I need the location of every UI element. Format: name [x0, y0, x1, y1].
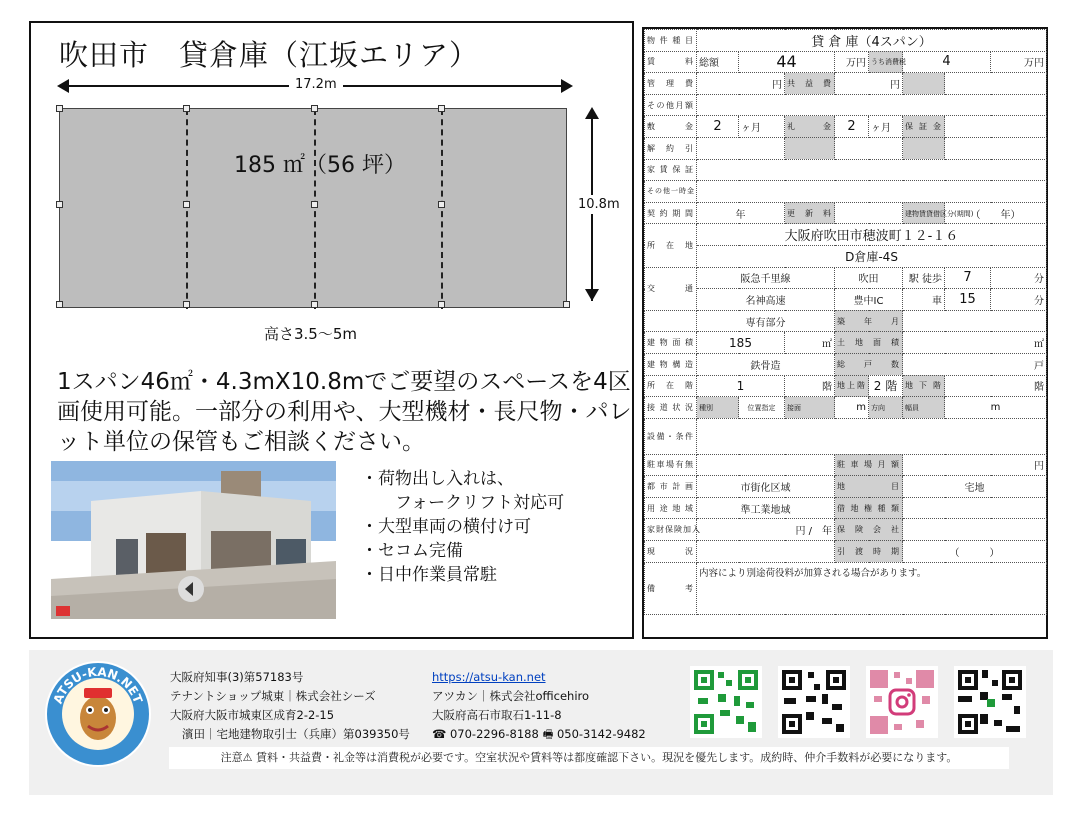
row-label: 建物構造 — [645, 353, 697, 375]
ceiling-height-label: 高さ3.5～5m — [264, 325, 358, 343]
station: 吹田 — [835, 267, 903, 289]
interchange: 豊中IC — [835, 289, 903, 311]
span-divider — [441, 109, 443, 309]
row-label: 用途地域 — [645, 497, 697, 519]
road-frontage: 接面 — [787, 403, 801, 412]
remarks: 内容により別途荷役料が加算される場合があります。 — [697, 562, 1047, 614]
row-label: 敷金 — [645, 116, 697, 138]
insurance: 円 / 年 — [697, 519, 835, 541]
address-line-1: 大阪府吹田市穂波町１２-１６ — [697, 224, 1047, 246]
unit: ヶ月 — [739, 116, 785, 138]
zoning: 準工業地域 — [697, 497, 835, 519]
row-label: 所在地 — [645, 224, 697, 267]
row-label: 家財保険加入 — [645, 519, 697, 541]
svg-text:ATSU-KAN.NET: ATSU-KAN.NET — [50, 664, 146, 706]
rent-value: 44 — [739, 51, 835, 73]
license-number: 大阪府知事(3)第57183号 — [170, 670, 304, 684]
unit: 階 — [785, 375, 835, 397]
page-title: 吹田市 貸倉庫（江坂エリア） — [59, 38, 480, 72]
company-logo — [44, 660, 152, 768]
handover: （ ） — [903, 541, 1047, 563]
row-label: 管理費 — [645, 73, 697, 95]
land-category: 宅地 — [903, 476, 1047, 498]
corner-handle — [563, 301, 570, 308]
unit: ㎡ — [785, 332, 835, 354]
row-label: 接道状況 — [645, 397, 697, 419]
qr-code-icon[interactable] — [954, 666, 1026, 738]
row-label: その他一時金 — [645, 181, 697, 203]
phone-number[interactable]: 070-2296-8188 — [449, 727, 539, 741]
unit: 円 — [835, 73, 903, 95]
company-info-left — [170, 668, 410, 744]
exclusive-label: 専有部分 — [697, 310, 835, 332]
row-label: 築 年 月 — [835, 310, 903, 332]
floor-value: 1 — [697, 375, 785, 397]
unit: m — [835, 397, 869, 419]
area-label: 185 ㎡（56 坪） — [234, 153, 406, 178]
feature-item: フォークリフト対応可 — [361, 493, 565, 513]
phone-icon: ☎ — [432, 727, 447, 741]
unit: 分 — [991, 267, 1047, 289]
company-info-right — [432, 668, 646, 744]
row-label: 備考 — [645, 562, 697, 614]
lease-type-label: 建物賃貸借区分(期間) — [905, 209, 974, 218]
qr-code-icon[interactable] — [690, 666, 762, 738]
row-label: 地上階 — [835, 375, 869, 397]
row-label: 契約期間 — [645, 202, 697, 224]
corner-handle — [311, 105, 318, 112]
unit: 万円 — [991, 51, 1047, 73]
car-label: 車 — [903, 289, 945, 311]
row-label: 地下階 — [903, 375, 945, 397]
corner-handle — [311, 301, 318, 308]
row-label: 土地面積 — [835, 332, 903, 354]
unit: 階 — [945, 375, 1047, 397]
above-floors: 2 — [873, 379, 882, 394]
row-label: 都市計画 — [645, 476, 697, 498]
unit: 円 — [903, 454, 1047, 476]
span-divider — [314, 109, 316, 309]
footer — [29, 650, 1053, 795]
row-label: 所在階 — [645, 375, 697, 397]
row-label: 共益費 — [785, 73, 835, 95]
corner-handle — [183, 105, 190, 112]
key-money-value: 2 — [835, 116, 869, 138]
company-address: 大阪府高石市取石1-11-8 — [432, 708, 562, 722]
property-details-table — [642, 27, 1048, 639]
row-label: 設備・条件 — [645, 418, 697, 454]
feature-list — [361, 467, 564, 587]
corner-handle — [56, 201, 63, 208]
total-label: 総額 — [697, 51, 739, 73]
unit: 階 — [885, 379, 898, 394]
feature-item: ・セコム完備 — [361, 541, 463, 561]
corner-handle — [438, 105, 445, 112]
row-label: 保証金 — [903, 116, 945, 138]
unit: ㎡ — [903, 332, 1047, 354]
width-dimension-label: 17.2m — [289, 77, 343, 92]
row-label: 駐車場有無 — [645, 454, 697, 476]
corner-handle — [183, 301, 190, 308]
walk-label: 駅 徒歩 — [903, 267, 945, 289]
row-label: 家賃保証 — [645, 159, 697, 181]
feature-item: ・日中作業員常駐 — [361, 565, 497, 585]
company-name: アツカン｜株式会社officehiro — [432, 689, 590, 703]
row-label: 駐車場月額 — [835, 454, 903, 476]
feature-item: ・大型車両の横付け可 — [361, 517, 531, 537]
row-label: 物件種目 — [645, 30, 697, 52]
road-position: 位置指定 — [747, 403, 776, 412]
unit: ヶ月 — [869, 116, 903, 138]
row-label: 総戸数 — [835, 353, 903, 375]
floor-plan-panel — [29, 21, 634, 639]
lease-type-value: （ 年） — [945, 202, 1047, 224]
floor-plan-rect — [59, 108, 567, 308]
qr-code-icon[interactable] — [778, 666, 850, 738]
description: 1スパン46㎡・4.3mX10.8mでご要望のスペースを4区画使用可能。一部分の利用や、大型機材・長尺物・パレット単位の保管もご相談ください。 — [57, 369, 632, 455]
unit: 万円 — [835, 51, 869, 73]
depth-dimension-label: 10.8m — [578, 197, 620, 212]
company-address: 大阪府大阪市城東区成育2-2-15 — [170, 708, 335, 722]
row-label: 解約引 — [645, 137, 697, 159]
row-label: 更新料 — [785, 202, 835, 224]
unit: 円 — [697, 73, 785, 95]
row-label: 礼金 — [785, 116, 835, 138]
unit: 戸 — [903, 353, 1047, 375]
road-width: 幅員 — [905, 403, 919, 412]
company-name: テナントショップ城東｜株式会社シーズ — [170, 689, 376, 703]
structure: 鉄骨造 — [697, 353, 835, 375]
row-label: 交通 — [645, 267, 697, 310]
arrow-up-icon — [585, 107, 599, 119]
arrow-left-icon — [57, 79, 69, 93]
corner-handle — [311, 201, 318, 208]
fax-icon: 🖷 — [542, 727, 554, 741]
agent-info: 濱田｜宅地建物取引士（兵庫）第039350号 — [182, 727, 410, 741]
unit: 年 — [697, 202, 785, 224]
walk-minutes: 7 — [945, 267, 991, 289]
row-label: 引渡時期 — [835, 541, 903, 563]
corner-handle — [56, 105, 63, 112]
property-type: 貸 倉 庫（4スパン） — [697, 30, 1047, 52]
row-label: 建物面積 — [645, 332, 697, 354]
website-link[interactable]: https://atsu-kan.net — [432, 670, 546, 684]
feature-item: ・荷物出し入れは、 — [361, 469, 514, 489]
building-area: 185 — [697, 332, 785, 354]
arrow-down-icon — [585, 289, 599, 301]
corner-handle — [438, 201, 445, 208]
corner-handle — [56, 301, 63, 308]
deposit-value: 2 — [697, 116, 739, 138]
unit: m — [945, 397, 1047, 419]
car-minutes: 15 — [945, 289, 991, 311]
row-label: 賃料 — [645, 51, 697, 73]
tax-value: 4 — [903, 51, 991, 73]
row-label: 現況 — [645, 541, 697, 563]
corner-handle — [183, 201, 190, 208]
arrow-right-icon — [561, 79, 573, 93]
road-type: 種別 — [699, 403, 713, 412]
train-line: 阪急千里線 — [697, 267, 835, 289]
tax-label: うち消費税 — [871, 58, 906, 67]
unit: 分 — [991, 289, 1047, 311]
instagram-qr-icon[interactable] — [866, 666, 938, 738]
row-label: 借地権種類 — [835, 497, 903, 519]
highway: 名神高速 — [697, 289, 835, 311]
direction: 方向 — [871, 403, 885, 412]
corner-handle — [438, 301, 445, 308]
warehouse-photo — [51, 461, 336, 619]
city-plan: 市街化区域 — [697, 476, 835, 498]
row-label: 地目 — [835, 476, 903, 498]
span-divider — [186, 109, 188, 309]
row-label: その他月額 — [645, 94, 697, 116]
notice-bar: 注意⚠ 賃料・共益費・礼金等は消費税が必要です。空室状況や賃料等は都度確認下さい。現況を優先します。成約時、仲介手数料が必要になります。 — [169, 747, 1009, 769]
row-label: 保険会社 — [835, 519, 903, 541]
fax-number: 050-3142-9482 — [556, 727, 646, 741]
address-line-2: D倉庫-4S — [697, 245, 1047, 267]
